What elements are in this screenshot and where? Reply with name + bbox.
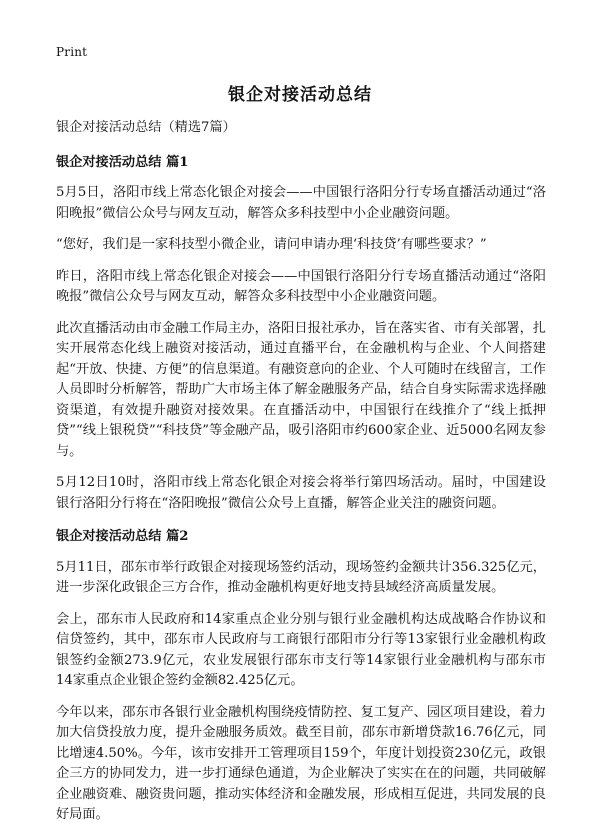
print-label[interactable]: Print <box>56 45 88 59</box>
section-heading: 银企对接活动总结 篇2 <box>56 529 189 544</box>
section-heading: 银企对接活动总结 篇1 <box>56 154 189 170</box>
paragraph: 会上，邵东市人民政府和14家重点企业分别与银行业金融机构达成战略合作协议和信贷签约，其中，邵东市人民政府与工商银行邵阳市分行等13家银行业金融机构政银签约金额273.9亿元，农业发展银行邵东市支行等14家银行业金融机构与邵东市14家重点企业银企签约金额82.425亿元。 <box>56 611 546 688</box>
paragraph: 5月5日，洛阳市线上常态化银企对接会——中国银行洛阳分行专场直播活动通过“洛阳晚报”微信公众号与网友互动，解答众多科技型中小企业融资问题。 <box>56 185 546 221</box>
document-body <box>56 118 546 837</box>
paragraph: 今年以来，邵东市各银行业金融机构围绕疫情防控、复工复产、园区项目建设，着力加大信贷投放力度，提升金融服务质效。截至目前，邵东市新增贷款16.76亿元，同比增速4.50%。今年，该市安排开工管理项目159个，年度计划投资230亿元，政银企三方的协同发力，进一步打通绿色通道，为企业解决了实实在在的问题，共同破解企业融资难、融资贵问题，推动实体经济和金融发展，形成相互促进，共同发展的良好局面。 <box>56 704 546 822</box>
paragraph: 此次直播活动由市金融工作局主办，洛阳日报社承办，旨在落实省、市有关部署，扎实开展常态化线上融资对接活动，通过直播平台，在金融机构与企业、个人间搭建起“开放、快捷、方便”的信息渠道。有融资意向的企业、个人可随时在线留言，工作人员即时分析解答，帮助广大市场主体了解金融服务产品，结合自身实际需求选择融资渠道，有效提升融资对接效果。在直播活动中，中国银行在线推介了“线上抵押贷”“线上银税贷”“科技贷”等金融产品，吸引洛阳市约600家企业、近5000名网友参与。 <box>56 320 546 459</box>
paragraph: 昨日，洛阳市线上常态化银企对接会——中国银行洛阳分行专场直播活动通过“洛阳晚报”微信公众号与网友互动，解答众多科技型中小企业融资问题。 <box>56 268 546 304</box>
section-2 <box>56 527 546 826</box>
document-subtitle: 银企对接活动总结（精选7篇） <box>56 120 236 135</box>
section-1 <box>56 153 546 515</box>
page-title: 银企对接活动总结 <box>228 85 372 105</box>
paragraph: 5月11日，邵东市举行政银企对接现场签约活动，现场签约金额共计356.325亿元，进一步深化政银企三方合作，推动金融机构更好地支持县域经济高质量发展。 <box>56 559 546 595</box>
paragraph: 5月12日10时，洛阳市线上常态化银企对接会将举行第四场活动。届时，中国建设银行洛阳分行将在“洛阳晚报”微信公众号上直播，解答企业关注的融资问题。 <box>56 475 546 511</box>
paragraph: “您好，我们是一家科技型小微企业，请问申请办理‘科技贷’有哪些要求？” <box>56 237 487 252</box>
